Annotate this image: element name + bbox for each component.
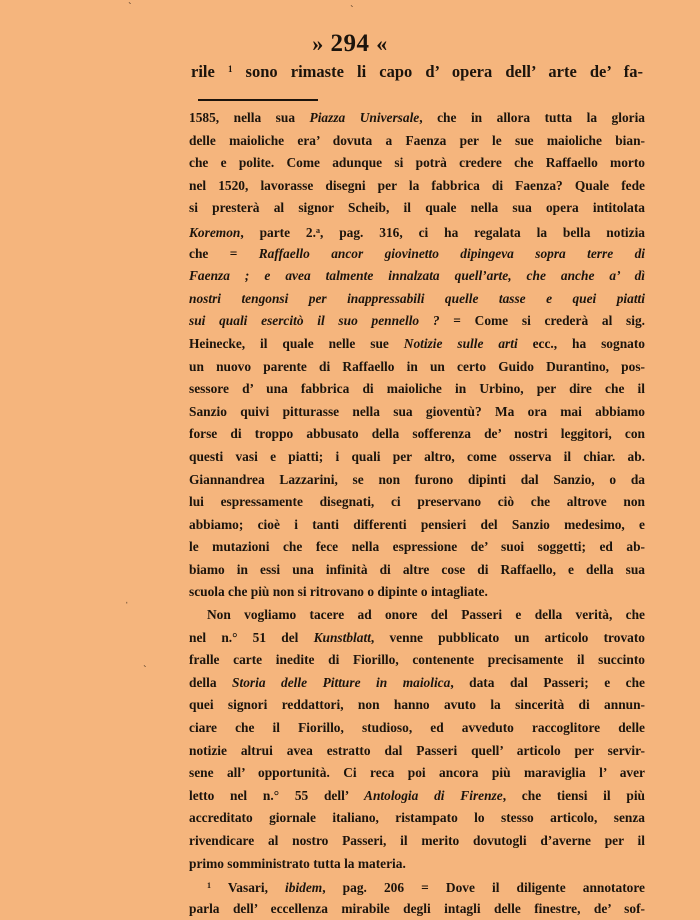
- italic-title: Notizie sulle arti: [403, 335, 518, 351]
- folio-ornament-right: «: [376, 31, 388, 56]
- footnote-text-block: [189, 107, 645, 920]
- footnote-line: [189, 536, 645, 559]
- superscript: 1: [207, 881, 211, 891]
- footnote-text: , pag. 206 = Dove il diligente annotatore: [322, 880, 645, 896]
- footnote-text: nel 1520, lavorasse disegni per la fabbrica di Faenza? Quale fede: [189, 177, 645, 193]
- footnote-text: che e polite. Come adunque si potrà credere che Raffaello morto: [189, 155, 645, 171]
- footnote-line: [189, 898, 645, 920]
- footnote-text: parla dell’ eccellenza mirabile degli intagli delle finestre, de’ sof-: [189, 900, 645, 916]
- footnote-text: = Come si crederà al sig.: [439, 313, 645, 329]
- footnote-text: Heinecke, il quale nelle sue: [189, 335, 404, 351]
- footnote-line: [189, 514, 645, 537]
- footnote-line: [189, 107, 645, 130]
- italic-title: Antologia di Firenze: [364, 787, 503, 803]
- footnote-line: [189, 333, 645, 356]
- footnote-line: [189, 672, 645, 695]
- footnote-text: notizie altrui avea estratto dal Passeri quell’ articolo per servir-: [189, 742, 645, 758]
- footnote-text: Vasari,: [211, 880, 286, 896]
- superscript: a: [315, 225, 320, 235]
- page-number: 294: [330, 30, 370, 57]
- footnote-line: [189, 604, 645, 627]
- footnote-line: [189, 830, 645, 853]
- footnote-text: abbiamo; cioè i tanti differenti pensieri del Sanzio medesimo, e: [189, 516, 645, 532]
- footnote-text: che =: [189, 245, 259, 261]
- footnote-text: questi vasi e piatti; i quali per altro, come osserva il chiar. ab.: [189, 448, 645, 464]
- footnote-text: fralle carte inedite di Fiorillo, contenente precisamente il succinto: [189, 652, 645, 668]
- footnote-text: sessore d’ una fabbrica di maioliche in Urbino, per dire che il: [189, 381, 645, 397]
- footnote-text: forse di troppo abbusato della sofferenza de’ nostri leggitori, con: [189, 426, 645, 442]
- footnote-line: [189, 581, 645, 604]
- italic-title: Faenza ; e avea talmente innalzata quell’arte, che anche a’ dì: [189, 268, 645, 284]
- footnote-text: , data dal Passeri; e che: [450, 674, 645, 690]
- footnote-line: [189, 378, 645, 401]
- footnote-line: [189, 853, 645, 876]
- footnote-line: [189, 446, 645, 469]
- folio-ornament-left: »: [312, 31, 324, 56]
- footnote-line: [189, 762, 645, 785]
- footnote-line: [189, 310, 645, 333]
- footnote-line: [189, 423, 645, 446]
- footnote-line: [189, 717, 645, 740]
- margin-speck: ˋ: [350, 4, 354, 16]
- footnote-line: [189, 627, 645, 650]
- footnote-text: Giannandrea Lazzarini, se non furono dipinti dal Sanzio, o da: [189, 471, 645, 487]
- footnote-text: della: [189, 674, 233, 690]
- footnote-line: [189, 401, 645, 424]
- footnote-marker: 1: [227, 64, 233, 74]
- footnote-text: primo somministrato tutta la materia.: [189, 855, 406, 871]
- footnote-text: delle maioliche era’ dovuta a Faenza per le sue maioliche bian-: [189, 132, 645, 148]
- margin-speck: ˋ: [128, 1, 132, 13]
- footnote-line: [189, 491, 645, 514]
- footnote-line: [189, 265, 645, 288]
- footnote-text: si presterà al signor Scheib, il quale nella sua opera intitolata: [189, 200, 645, 216]
- footnote-line: [189, 152, 645, 175]
- footnote-line: [189, 807, 645, 830]
- footnote-text: 1585, nella sua: [189, 110, 310, 125]
- page-header: [0, 30, 700, 58]
- margin-speck: ˈ: [125, 600, 129, 612]
- footnote-text: biamo in essi una infinità di altre cose di Raffaello, e della sua: [189, 561, 645, 577]
- footnote-text: ciare che il Fiorillo, studioso, ed avveduto raccoglitore delle: [189, 720, 645, 736]
- footnote-line: [189, 197, 645, 220]
- footnote-text: accreditato giornale italiano, ristampato lo stesso articolo, senza: [189, 810, 645, 826]
- footnote-text: sene all’ opportunità. Ci reca poi ancora più maraviglia l’ aver: [189, 765, 645, 781]
- footnote-separator-rule: [198, 99, 318, 101]
- footnote-text: nel n.° 51 del: [189, 629, 314, 645]
- footnote-line: [189, 220, 645, 243]
- main-text-word: rile: [191, 62, 215, 81]
- footnote-text: le mutazioni che fece nella espressione de’ suoi soggetti; ed ab-: [189, 539, 645, 555]
- footnote-line: [189, 130, 645, 153]
- italic-title: Storia delle Pitture in maiolica: [232, 674, 451, 690]
- footnote-text: , che in allora tutta la gloria: [419, 110, 645, 125]
- footnote-text: , venne pubblicato un articolo trovato: [370, 629, 645, 645]
- footnote-line: [189, 649, 645, 672]
- footnote-text: , parte 2.: [240, 224, 316, 240]
- main-text-line: [191, 62, 643, 82]
- italic-title: Piazza Universale: [309, 110, 420, 125]
- footnote-line: [189, 243, 645, 266]
- italic-title: Raffaello ancor giovinetto dipingeva sopra terre di: [258, 245, 645, 261]
- footnote-line: [189, 175, 645, 198]
- footnote-text: Non vogliamo tacere ad onore del Passeri e della verità, che: [207, 607, 645, 623]
- margin-speck: ˋ: [143, 664, 147, 676]
- footnote-line: [189, 288, 645, 311]
- footnote-text: , che tiensi il più: [502, 787, 645, 803]
- footnote-text: lui espressamente disegnati, ci preservano ciò che altrove non: [189, 494, 645, 510]
- footnote-line: [189, 356, 645, 379]
- footnote-line: [189, 740, 645, 763]
- footnote-text: rivendicare al nostro Passeri, il merito dovutogli d’averne per il: [189, 833, 645, 848]
- footnote-line: [189, 469, 645, 492]
- footnote-text: un nuovo parente di Raffaello in un certo Guido Durantino, pos-: [189, 358, 645, 374]
- footnote-text: ecc., ha sognato: [517, 335, 645, 351]
- footnote-text: scuola che più non si ritrovano o dipinte o intagliate.: [189, 584, 488, 600]
- footnote-line: [189, 875, 645, 898]
- footnote-text: letto nel n.° 55 dell’: [189, 787, 365, 803]
- footnote-text: quei signori reddattori, non hanno avuto la sincerità di annun-: [189, 697, 645, 713]
- footnote-text: , pag. 316, ci ha regalata la bella notizia: [319, 224, 645, 240]
- italic-title: sui quali esercitò il suo pennello ?: [189, 313, 440, 329]
- footnote-text: Sanzio quivi pitturasse nella sua gioventù? Ma ora mai abbiamo: [189, 403, 645, 419]
- main-text-continuation: sono rimaste li capo d’ opera dell’ arte de’ fa-: [245, 62, 643, 81]
- footnote-line: [189, 785, 645, 808]
- italic-title: nostri tengonsi per inappressabili quelle tasse e quei piatti: [189, 290, 645, 306]
- italic-title: ibidem: [285, 880, 323, 896]
- footnote-line: [189, 694, 645, 717]
- italic-title: Kunstblatt: [313, 629, 371, 645]
- italic-title: Koremon: [189, 224, 241, 240]
- footnote-line: [189, 559, 645, 582]
